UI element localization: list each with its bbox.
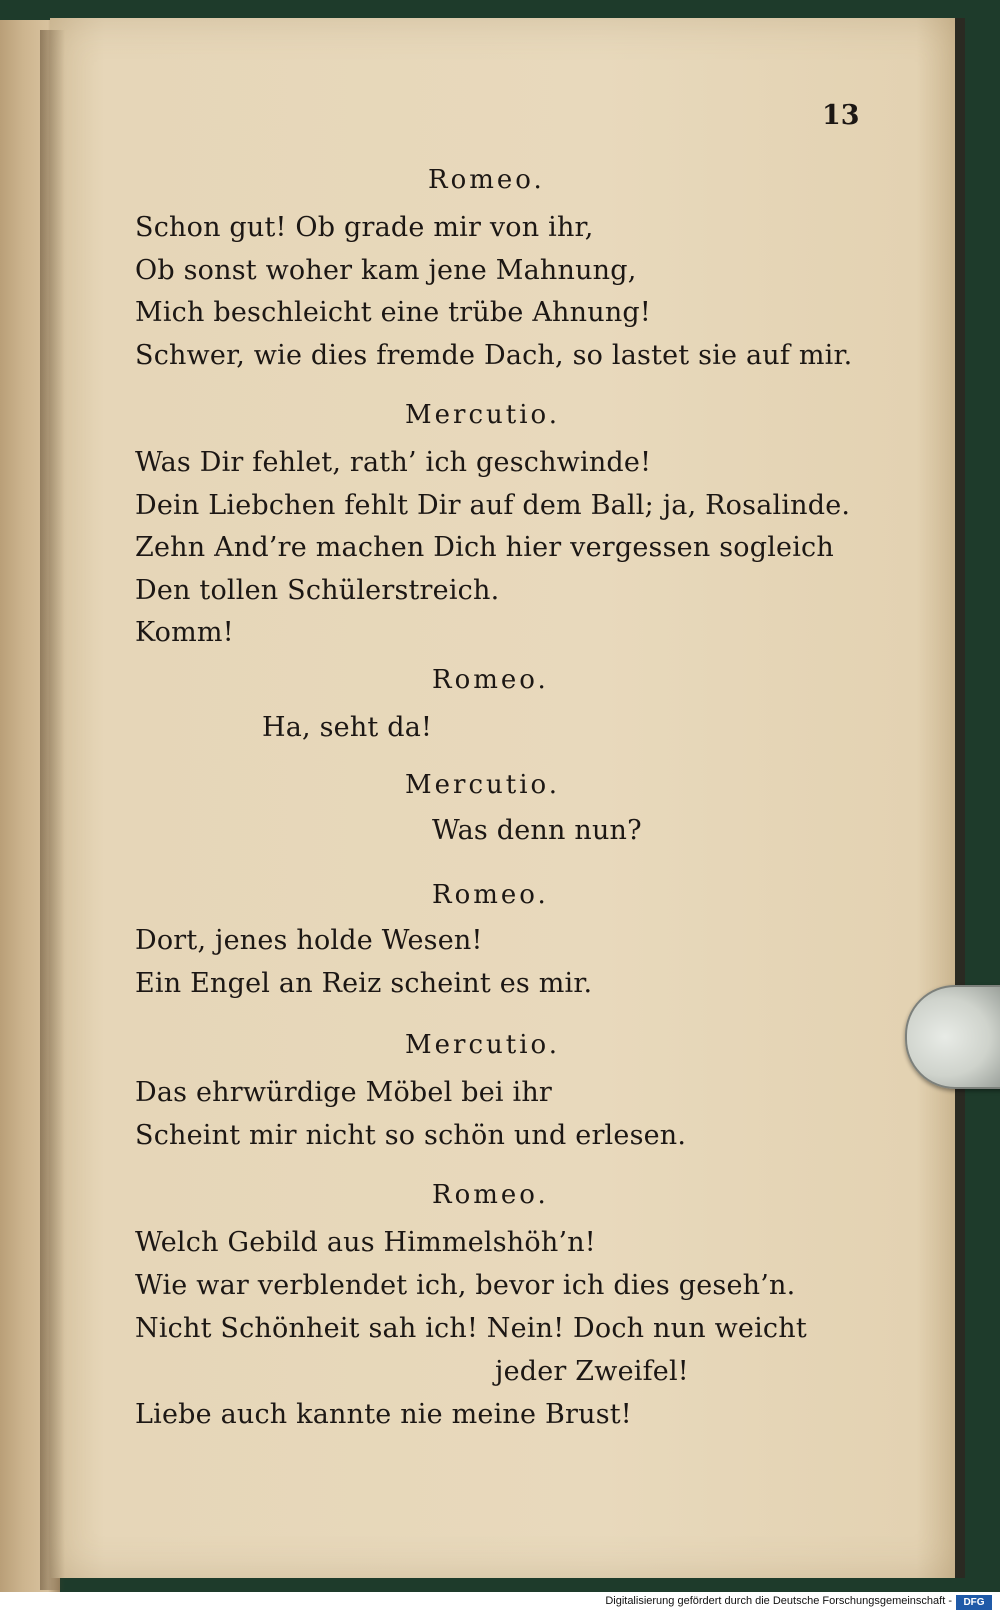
verse-line: Ob sonst woher kam jene Mahnung, (135, 255, 637, 286)
dfg-logo: DFG (956, 1595, 992, 1610)
verse-line: Ha, seht da! (262, 712, 433, 743)
verse-line: Was Dir fehlet, rath’ ich geschwinde! (135, 447, 652, 478)
verse-line: Was denn nun? (432, 815, 642, 846)
verse-line: Zehn And’re machen Dich hier vergessen sogleich (135, 532, 834, 563)
verse-line: Schwer, wie dies fremde Dach, so lastet sie auf mir. (135, 340, 853, 371)
verse-line: Welch Gebild aus Himmelshöh’n! (135, 1227, 596, 1258)
speaker-heading: Romeo. (432, 665, 549, 695)
verse-line: Dort, jenes holde Wesen! (135, 925, 483, 956)
page-number: 13 (822, 100, 860, 131)
verse-line: Scheint mir nicht so schön und erlesen. (135, 1120, 687, 1151)
verse-line: jeder Zweifel! (495, 1356, 689, 1387)
verse-line: Mich beschleicht eine trübe Ahnung! (135, 297, 651, 328)
speaker-heading: Mercutio. (405, 1030, 560, 1060)
verse-line: Liebe auch kannte nie meine Brust! (135, 1399, 632, 1430)
page-right-edge (955, 18, 965, 1578)
verse-line: Das ehrwürdige Möbel bei ihr (135, 1077, 553, 1108)
speaker-heading: Romeo. (432, 880, 549, 910)
verse-line: Komm! (135, 617, 234, 648)
verse-line: Ein Engel an Reiz scheint es mir. (135, 968, 593, 999)
footer-credit: Digitalisierung gefördert durch die Deutsche Forschungsgemeinschaft - (605, 1595, 952, 1607)
speaker-heading: Romeo. (432, 1180, 549, 1210)
verse-line: Dein Liebchen fehlt Dir auf dem Ball; ja, Rosalinde. (135, 490, 851, 521)
page-clip (905, 985, 1000, 1089)
speaker-heading: Romeo. (428, 165, 545, 195)
speaker-heading: Mercutio. (405, 770, 560, 800)
footer-bar (0, 1592, 1000, 1614)
verse-line: Schon gut! Ob grade mir von ihr, (135, 212, 594, 243)
verse-line: Wie war verblendet ich, bevor ich dies geseh’n. (135, 1270, 796, 1301)
speaker-heading: Mercutio. (405, 400, 560, 430)
verse-line: Den tollen Schülerstreich. (135, 575, 500, 606)
spine-shadow (40, 30, 65, 1590)
verse-line: Nicht Schönheit sah ich! Nein! Doch nun weicht (135, 1313, 807, 1344)
